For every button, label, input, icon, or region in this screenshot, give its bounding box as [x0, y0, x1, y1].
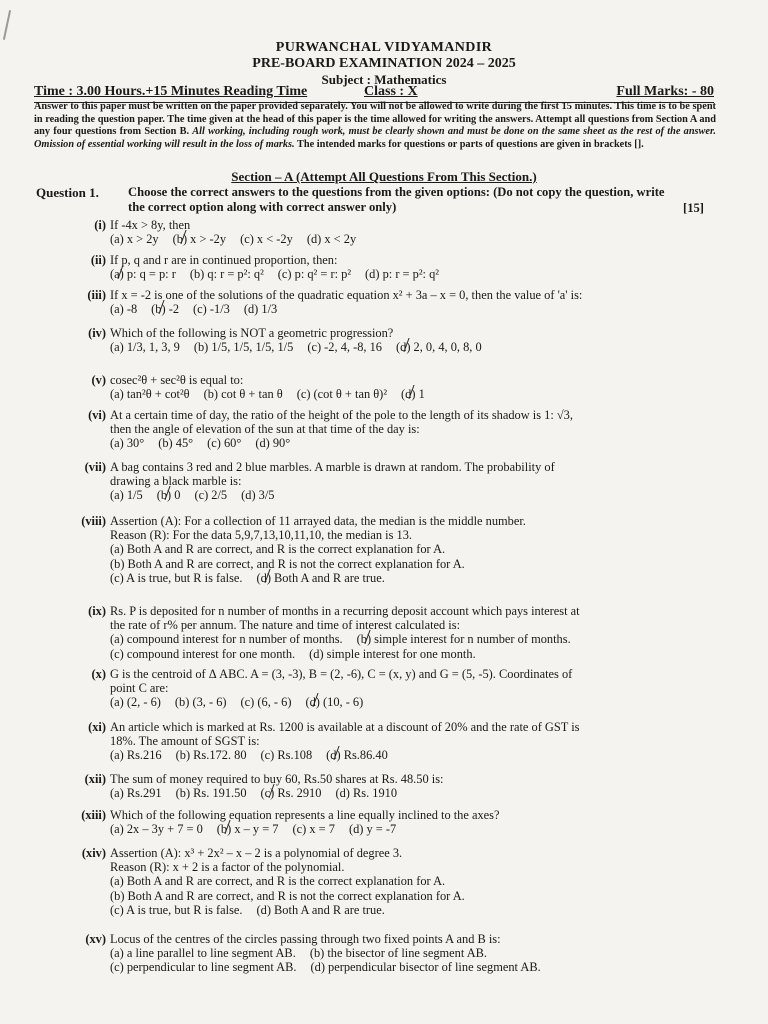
item-number: (iii) [87, 288, 106, 302]
answer-option: (a) tan²θ + cot²θ [110, 387, 190, 402]
answer-option: (c) x = 7 [292, 822, 335, 837]
option-row [110, 786, 710, 800]
question-label: Question 1. [36, 185, 99, 200]
answer-option: (d) 2, 0, 4, 0, 8, 0 [396, 340, 482, 355]
item-text-line: (a) Both A and R are correct, and R is the correct explanation for A. [110, 874, 446, 889]
option-row [110, 647, 710, 661]
item-text-line: The sum of money required to buy 60, Rs.50 shares at Rs. 48.50 is: [110, 772, 444, 786]
item-text-line: Which of the following equation represents a line equally inclined to the axes? [110, 808, 500, 822]
item-text-line: the rate of r% per annum. The nature and time of interest calculated is: [110, 618, 461, 633]
item-text-line: If p, q and r are in continued proportion, then: [110, 253, 338, 267]
item-text-line: At a certain time of day, the ratio of the height of the pole to the length of its shadow is 1: √3, [110, 408, 573, 422]
answer-option: (d) y = -7 [348, 822, 397, 837]
time-allowed: Time : 3.00 Hours.+15 Minutes Reading Time [34, 84, 308, 99]
answer-option: (d) Both A and R are true. [256, 902, 385, 917]
answer-option: (b) 0 [156, 488, 181, 503]
item-text-line: If -4x > 8y, then [110, 218, 191, 232]
answer-option: (b) 1/5, 1/5, 1/5, 1/5 [193, 340, 294, 355]
item-text-line: cosec²θ + sec²θ is equal to: [110, 373, 244, 387]
answer-option: (a) 1/5 [110, 488, 143, 503]
answer-option: (b) -2 [151, 302, 180, 317]
item-number: (vi) [88, 408, 106, 422]
answer-option: (a) a line parallel to line segment AB. [110, 946, 296, 961]
answer-option: (c) perpendicular to line segment AB. [110, 960, 297, 975]
instructions-marks-note: The intended marks for questions or parts of questions are given in brackets []. [297, 138, 644, 150]
item-number: (xiv) [81, 846, 106, 860]
option-row [110, 946, 710, 960]
answer-option: (b) Rs. 191.50 [175, 786, 247, 801]
option-row [110, 822, 710, 836]
item-body [110, 604, 710, 661]
answer-option: (c) Rs. 2910 [260, 786, 322, 801]
item-text-line: (a) Both A and R are correct, and R is the correct explanation for A. [110, 542, 446, 557]
item-body [110, 772, 710, 800]
item-text-line: 18%. The amount of SGST is: [110, 734, 260, 749]
item-text-line: Locus of the centres of the circles passing through two fixed points A and B is: [110, 932, 501, 946]
answer-option: (d) 1 [401, 387, 425, 402]
item-body [110, 253, 710, 281]
item-text-line: Assertion (A): For a collection of 11 arrayed data, the median is the middle number. [110, 514, 526, 528]
item-number: (x) [91, 667, 106, 681]
answer-option: (a) (2, - 6) [110, 695, 161, 710]
option-row [110, 960, 710, 974]
answer-option: (b) Rs.172. 80 [175, 748, 247, 763]
item-number: (ix) [88, 604, 106, 618]
answer-option: (b) x > -2y [172, 232, 227, 247]
item-number: (iv) [88, 326, 106, 340]
answer-option: (d) 90° [255, 436, 291, 451]
answer-option: (d) Rs. 1910 [335, 786, 398, 801]
answer-option: (b) simple interest for n number of months. [356, 632, 571, 647]
item-body [110, 460, 710, 503]
school-name: PURWANCHAL VIDYAMANDIR [275, 40, 493, 55]
answer-option: (c) A is true, but R is false. [110, 902, 243, 917]
item-text-line: Which of the following is NOT a geometric progression? [110, 326, 394, 340]
answer-option: (d) p: r = p²: q² [365, 267, 439, 282]
item-text-line: A bag contains 3 red and 2 blue marbles. A marble is drawn at random. The probability of [110, 460, 555, 474]
item-number: (xv) [85, 932, 106, 946]
item-body [110, 846, 710, 917]
item-text-line: then the angle of elevation of the sun at that time of the day is: [110, 422, 420, 437]
answer-option: (a) 2x – 3y + 7 = 0 [110, 822, 203, 837]
item-body [110, 218, 710, 246]
item-body [110, 932, 710, 975]
item-body [110, 808, 710, 836]
option-row [110, 571, 710, 585]
item-number: (vii) [84, 460, 106, 474]
item-body [110, 288, 710, 316]
answer-option: (d) (10, - 6) [305, 695, 364, 710]
item-number: (i) [94, 218, 106, 232]
answer-option: (b) 45° [158, 436, 194, 451]
answer-option: (c) compound interest for one month. [110, 646, 296, 661]
item-text-line: G is the centroid of Δ ABC. A = (3, -3), B = (2, -6), C = (x, y) and G = (5, -5). Coordinates of [110, 667, 573, 681]
item-text-line: (b) Both A and R are correct, and R is not the correct explanation for A. [110, 556, 465, 571]
item-text-line: (b) Both A and R are correct, and R is not the correct explanation for A. [110, 888, 465, 903]
item-text-line: Assertion (A): x³ + 2x² – x – 2 is a polynomial of degree 3. [110, 846, 403, 860]
item-number: (xiii) [81, 808, 106, 822]
option-row [110, 302, 710, 316]
answer-option: (c) A is true, but R is false. [110, 570, 243, 585]
answer-option: (c) -1/3 [193, 302, 230, 317]
answer-option: (a) x > 2y [110, 232, 159, 247]
subject-line: Subject : Mathematics [321, 72, 447, 87]
answer-option: (c) 60° [207, 436, 242, 451]
answer-option: (c) x < -2y [240, 232, 293, 247]
item-text-line: Reason (R): x + 2 is a factor of the polynomial. [110, 860, 345, 875]
answer-option: (c) -2, 4, -8, 16 [307, 340, 382, 355]
item-body [110, 514, 710, 585]
answer-option: (c) Rs.108 [260, 748, 313, 763]
instructions-block [34, 101, 716, 151]
option-row [110, 748, 710, 762]
answer-option: (b) q: r = p²: q² [189, 267, 264, 282]
item-text-line: If x = -2 is one of the solutions of the quadratic equation x² + 3a – x = 0, then the value of 'a' is: [110, 288, 583, 302]
item-body [110, 373, 710, 401]
item-number: (v) [91, 373, 106, 387]
item-text-line: Rs. P is deposited for n number of months in a recurring deposit account which pays interest at [110, 604, 580, 618]
option-row [110, 903, 710, 917]
option-row [110, 436, 710, 450]
answer-option: (c) (6, - 6) [240, 695, 292, 710]
item-number: (viii) [81, 514, 106, 528]
answer-option: (a) compound interest for n number of months. [110, 632, 343, 647]
answer-option: (d) simple interest for one month. [309, 646, 476, 661]
answer-option: (a) p: q = p: r [110, 267, 176, 282]
answer-option: (a) Rs.216 [110, 748, 162, 763]
question-marks: [15] [683, 201, 704, 215]
answer-option: (d) Both A and R are true. [256, 570, 385, 585]
item-number: (xii) [84, 772, 106, 786]
option-row [110, 488, 710, 502]
item-text-line: Reason (R): For the data 5,9,7,13,10,11,10, the median is 13. [110, 528, 413, 543]
answer-option: (a) 1/3, 1, 3, 9 [110, 340, 180, 355]
answer-option: (b) cot θ + tan θ [203, 387, 283, 402]
option-row [110, 387, 710, 401]
exam-title: PRE-BOARD EXAMINATION 2024 – 2025 [252, 56, 516, 71]
item-body [110, 326, 710, 354]
answer-option: (d) Rs.86.40 [326, 748, 388, 763]
answer-option: (d) x < 2y [306, 232, 357, 247]
paper-edge [3, 10, 11, 40]
answer-option: (c) 2/5 [194, 488, 228, 503]
answer-option: (b) (3, - 6) [174, 695, 227, 710]
instructions-working-note: All working, including rough work, must be clearly shown and must be done on the same sheet as the rest of the answer. Omission of essential working will result in the loss of marks. [34, 126, 717, 150]
item-body [110, 408, 710, 451]
item-body [110, 667, 710, 710]
answer-option: (a) Rs.291 [110, 786, 162, 801]
item-number: (ii) [90, 253, 106, 267]
option-row [110, 340, 710, 354]
item-number: (xi) [88, 720, 106, 734]
answer-option: (b) x – y = 7 [216, 822, 279, 837]
answer-option: (b) the bisector of line segment AB. [309, 946, 488, 961]
item-text-line: point C are: [110, 681, 169, 696]
item-text-line: An article which is marked at Rs. 1200 is available at a discount of 20% and the rate of GST is [110, 720, 580, 734]
option-row [110, 232, 710, 246]
option-row [110, 267, 710, 281]
answer-option: (c) p: q² = r: p² [277, 267, 352, 282]
instructions-text: Answer to this paper must be written on the paper provided separately. You will not be allowed to write during the first 15 minutes. This time is to be spent in reading the question paper. The time given at the head of this paper is the time allowed for writing the answers. Attempt all questions from Section A and any four questions from Section B. [34, 101, 716, 138]
answer-option: (a) 30° [110, 436, 145, 451]
full-marks: Full Marks: - 80 [616, 84, 714, 99]
question-instruction: Choose the correct answers to the questions from the given options: (Do not copy the question, write the correct option along with correct answer only) [128, 185, 665, 214]
answer-option: (c) (cot θ + tan θ)² [296, 387, 388, 402]
class-label: Class : X [364, 84, 418, 99]
answer-option: (d) 1/3 [243, 302, 278, 317]
item-body [110, 720, 710, 763]
answer-option: (a) -8 [110, 302, 138, 317]
option-row [110, 632, 710, 646]
item-text-line: drawing a black marble is: [110, 474, 242, 489]
answer-option: (d) perpendicular bisector of line segment AB. [310, 960, 541, 975]
section-heading: Section – A (Attempt All Questions From This Section.) [231, 169, 537, 184]
answer-option: (d) 3/5 [241, 488, 275, 503]
option-row [110, 695, 710, 709]
